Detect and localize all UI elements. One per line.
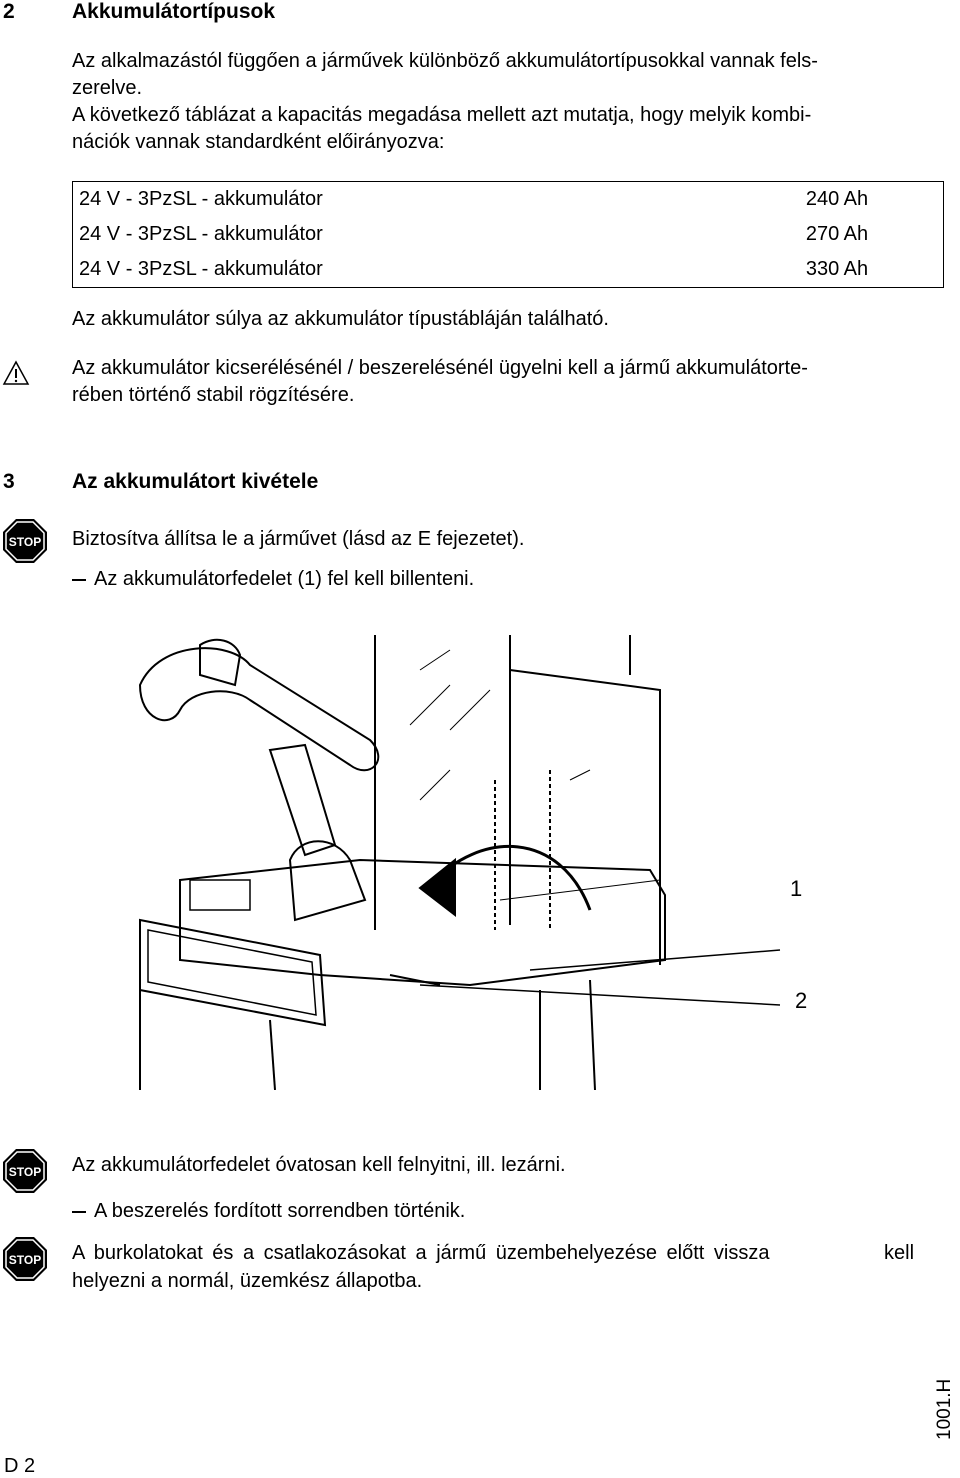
- battery-type: 24 V - 3PzSL - akkumulátor: [73, 252, 732, 288]
- stop-label: STOP: [8, 1253, 42, 1267]
- battery-type: 24 V - 3PzSL - akkumulátor: [73, 182, 732, 218]
- section-title: Akkumulátortípusok: [72, 0, 276, 23]
- section-number: 3: [3, 470, 15, 493]
- weight-note: Az akkumulátor súlya az akkumulátor típustábláján található.: [72, 308, 609, 330]
- stop-label: STOP: [8, 1165, 42, 1179]
- page-number: D 2: [4, 1455, 36, 1477]
- battery-capacity: 330 Ah: [731, 252, 944, 288]
- stop-label: STOP: [8, 535, 42, 549]
- table-row: [73, 217, 944, 252]
- battery-capacity: 270 Ah: [731, 217, 944, 252]
- stop-icon: [2, 1236, 48, 1282]
- step-text: Az akkumulátorfedelet (1) fel kell billenteni.: [94, 568, 475, 590]
- battery-table: [72, 181, 944, 288]
- callout-label: 2: [795, 988, 808, 1013]
- pallet-truck-illustration: [120, 630, 820, 1090]
- section-title: Az akkumulátort kivétele: [72, 470, 319, 493]
- stop-icon: [2, 1148, 48, 1194]
- stop-instruction: helyezni a normál, üzemkész állapotba.: [72, 1270, 423, 1292]
- stop-instruction: Az akkumulátorfedelet óvatosan kell felnyitni, ill. lezárni.: [72, 1154, 566, 1176]
- step-text: A beszerelés fordított sorrendben történik.: [94, 1200, 466, 1222]
- battery-capacity: 240 Ah: [731, 182, 944, 218]
- document-code: 1001.H: [934, 1378, 955, 1440]
- intro-line: nációk vannak standardként előirányozva:: [72, 131, 445, 153]
- intro-line: zerelve.: [72, 77, 143, 99]
- warning-text: rében történő stabil rögzítésére.: [72, 384, 355, 406]
- warning-text: Az akkumulátor kicserélésénél / beszerelésénél ügyelni kell a jármű akkumulátorte-: [72, 357, 808, 379]
- stop-icon: [2, 518, 48, 564]
- callout-label: 1: [790, 876, 803, 901]
- document-code-box: [934, 1370, 960, 1440]
- intro-line: Az alkalmazástól függően a járművek különböző akkumulátortípusokkal vannak fels-: [72, 50, 818, 72]
- step-item: [72, 1198, 465, 1225]
- battery-type: 24 V - 3PzSL - akkumulátor: [73, 217, 732, 252]
- section-number: 2: [3, 0, 15, 23]
- table-row: [73, 182, 944, 218]
- warning-icon: [2, 360, 30, 386]
- step-item: [72, 566, 474, 593]
- intro-line: A következő táblázat a kapacitás megadása mellett azt mutatja, hogy melyik kombi-: [72, 104, 812, 126]
- stop-instruction: kell: [884, 1242, 915, 1264]
- stop-instruction: A burkolatokat és a csatlakozásokat a jármű üzembehelyezése előtt vissza: [72, 1242, 770, 1264]
- stop-instruction: Biztosítva állítsa le a járművet (lásd az E fejezetet).: [72, 528, 525, 550]
- table-row: [73, 252, 944, 288]
